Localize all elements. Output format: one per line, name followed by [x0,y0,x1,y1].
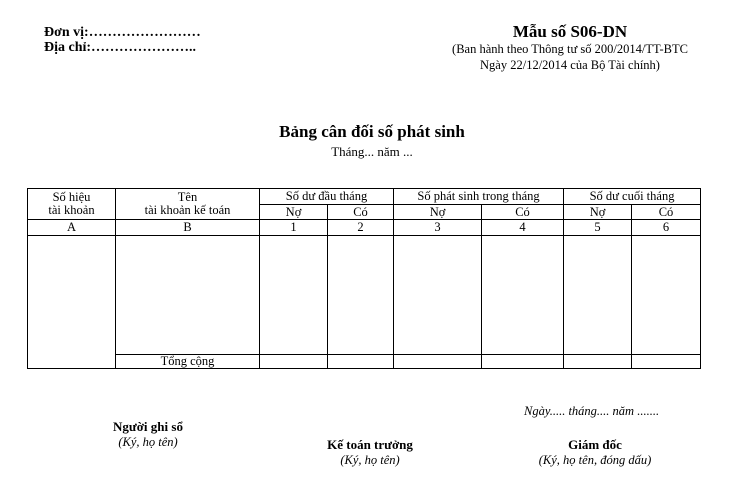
director-note: (Ký, họ tên, đóng dấu) [538,453,652,467]
body-cell [328,236,394,355]
body-cell [260,236,328,355]
header-debit: Nợ [394,205,482,220]
body-cell [482,236,564,355]
body-cell [564,236,632,355]
col-index: 5 [564,220,632,236]
form-number: Mẫu số S06-DN [512,22,628,41]
total-row [28,355,701,369]
header-debit: Nợ [260,205,328,220]
col-index: 1 [260,220,328,236]
date-line: Ngày..... tháng.... năm ....... [524,404,660,418]
col-index: B [116,220,260,236]
header-credit: Có [482,205,564,220]
header-account-name-line2: tài khoản kế toán [144,203,231,217]
director-title: Giám đốc [568,437,622,452]
total-cell [564,355,632,369]
total-cell [260,355,328,369]
header-row-index [28,220,701,236]
total-cell [482,355,564,369]
issued-by-text: (Ban hành theo Thông tư số 200/2014/TT-BTC [452,42,688,56]
total-label: Tổng cộng [116,355,260,369]
col-index: 4 [482,220,564,236]
header-account-name-line1: Tên [177,190,198,204]
col-index: A [28,220,116,236]
header-closing-balance: Số dư cuối tháng [564,189,701,205]
header-opening-balance: Số dư đầu tháng [260,189,394,205]
col-index: 6 [632,220,701,236]
header-debit: Nợ [564,205,632,220]
preparer-note: (Ký, họ tên) [118,435,178,449]
total-cell [328,355,394,369]
header-account-name [116,189,260,220]
col-index: 2 [328,220,394,236]
header-credit: Có [328,205,394,220]
header-account-no-line1: Số hiệu [52,190,91,204]
chief-accountant-title: Kế toán trưởng [327,437,413,452]
body-cell [394,236,482,355]
header-credit: Có [632,205,701,220]
total-cell [632,355,701,369]
document-period: Tháng... năm ... [331,144,413,159]
address-line: Địa chỉ:………………….. [44,40,197,55]
header-movement: Số phát sinh trong tháng [394,189,564,205]
header-account-no-line2: tài khoản [48,203,95,217]
preparer-title: Người ghi sổ [113,419,183,434]
body-cell-account-no [28,236,116,369]
table-body-row [28,236,701,355]
body-cell [632,236,701,355]
chief-accountant-note: (Ký, họ tên) [340,453,400,467]
body-cell [116,236,260,355]
issued-date-text: Ngày 22/12/2014 của Bộ Tài chính) [480,58,660,72]
header-account-no [28,189,116,220]
unit-line: Đơn vị:…………………… [44,25,201,40]
col-index: 3 [394,220,482,236]
trial-balance-table [27,188,701,369]
header-row-groups [28,189,701,205]
total-cell [394,355,482,369]
document-title: Bảng cân đối số phát sinh [279,122,465,141]
